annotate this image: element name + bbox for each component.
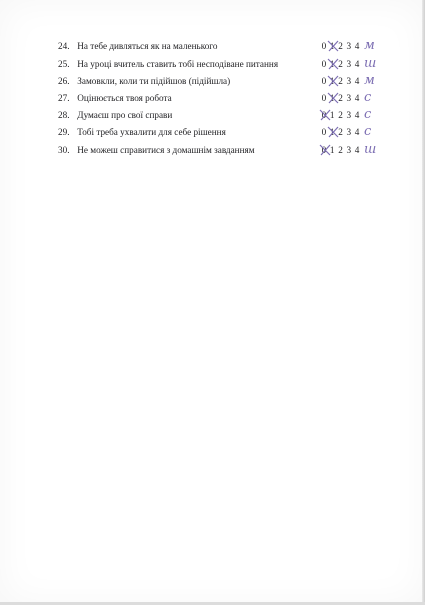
scale-option-0: 0 <box>320 106 328 124</box>
answer-scale <box>320 141 361 159</box>
handwritten-letter: м <box>364 38 375 53</box>
cross-mark-icon <box>327 92 339 104</box>
scale-option-3: 3 <box>346 93 352 103</box>
scale-option-3: 3 <box>346 59 352 69</box>
item-number: 27. <box>58 93 70 103</box>
questionnaire-item <box>58 55 398 73</box>
scale-option-2: 2 <box>338 145 344 155</box>
scale-option-2: 2 <box>338 110 344 120</box>
item-number: 30. <box>58 145 70 155</box>
scale-option-4: 4 <box>354 59 360 69</box>
answer-scale <box>320 89 361 107</box>
handwritten-letter: с <box>364 90 372 105</box>
scale-option-2: 2 <box>338 41 344 51</box>
answer-scale <box>320 123 361 141</box>
item-text: Тобі треба ухвалити для себе рішення <box>77 127 226 137</box>
item-text: На тебе дивляться як на маленького <box>77 41 218 51</box>
answer-scale <box>320 37 361 55</box>
scale-option-0: 0 <box>321 59 327 69</box>
item-text: Не можеш справитися з домашнім завданням <box>77 145 255 155</box>
handwritten-letter: с <box>364 107 372 122</box>
answer-scale <box>320 106 361 124</box>
scale-option-0: 0 <box>320 141 328 159</box>
scale-option-1: 1 <box>328 89 336 107</box>
questionnaire-item <box>58 37 398 55</box>
cross-mark-icon <box>319 144 331 156</box>
cross-mark-icon <box>327 75 339 87</box>
scale-option-4: 4 <box>354 145 360 155</box>
questionnaire-item <box>58 72 398 90</box>
item-text: Замовкли, коли ти підійшов (підійшла) <box>77 76 231 86</box>
scale-option-3: 3 <box>346 41 352 51</box>
scale-option-4: 4 <box>354 110 360 120</box>
scale-option-0: 0 <box>321 76 327 86</box>
cross-mark-icon <box>319 109 331 121</box>
scale-option-4: 4 <box>354 93 360 103</box>
item-number: 28. <box>58 110 70 120</box>
scale-option-3: 3 <box>346 76 352 86</box>
scale-option-4: 4 <box>354 41 360 51</box>
scale-option-0: 0 <box>321 41 327 51</box>
scale-option-1: 1 <box>329 110 335 120</box>
item-number: 26. <box>58 76 70 86</box>
answer-scale <box>320 72 361 90</box>
questionnaire-item <box>58 106 398 124</box>
scale-option-1: 1 <box>328 72 336 90</box>
item-text: Оцінюється твоя робота <box>77 93 172 103</box>
questionnaire-item <box>58 89 398 107</box>
scale-option-2: 2 <box>338 127 344 137</box>
scale-option-2: 2 <box>338 93 344 103</box>
questionnaire-item <box>58 123 398 141</box>
item-number: 25. <box>58 59 70 69</box>
scale-option-1: 1 <box>328 123 336 141</box>
handwritten-letter: с <box>364 124 372 139</box>
cross-mark-icon <box>327 58 339 70</box>
cross-mark-icon <box>327 126 339 138</box>
scale-option-1: 1 <box>328 55 336 73</box>
item-number: 29. <box>58 127 70 137</box>
scale-option-0: 0 <box>321 93 327 103</box>
handwritten-letter: м <box>364 73 375 88</box>
item-text: На уроці вчитель ставить тобі несподіване питання <box>77 59 279 69</box>
scale-option-3: 3 <box>346 110 352 120</box>
questionnaire-item <box>58 141 398 159</box>
scale-option-2: 2 <box>338 76 344 86</box>
scale-option-0: 0 <box>321 127 327 137</box>
cross-mark-icon <box>327 40 339 52</box>
scale-option-3: 3 <box>346 145 352 155</box>
handwritten-letter: ш <box>364 56 377 71</box>
scale-option-1: 1 <box>329 145 335 155</box>
answer-scale <box>320 55 361 73</box>
item-text: Думаєш про свої справи <box>77 110 173 120</box>
handwritten-letter: ш <box>364 142 377 157</box>
scale-option-3: 3 <box>346 127 352 137</box>
scale-option-4: 4 <box>354 76 360 86</box>
scale-option-2: 2 <box>338 59 344 69</box>
scale-option-4: 4 <box>354 127 360 137</box>
item-number: 24. <box>58 41 70 51</box>
scale-option-1: 1 <box>328 37 336 55</box>
